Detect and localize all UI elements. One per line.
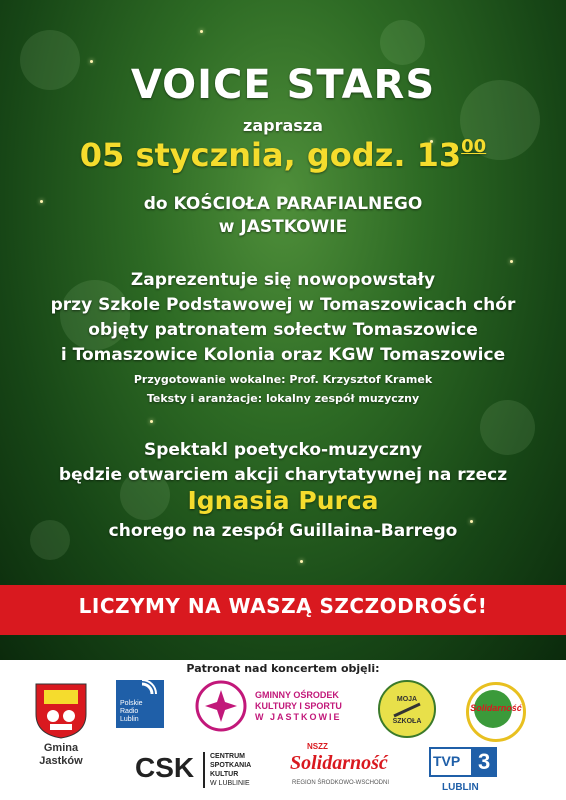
csk-divider xyxy=(203,752,205,788)
tvp-text: TVP xyxy=(433,753,461,769)
gok-line-1: GMINNY OŚRODEK xyxy=(255,690,339,700)
sparkle xyxy=(200,30,203,33)
event-line: chorego na zespół Guillaina-Barrego xyxy=(108,521,458,541)
event-line: będzie otwarciem akcji charytatywnej na rzecz xyxy=(58,465,508,485)
csk-line-2: SPOTKANIA xyxy=(210,762,252,769)
szkola-bottom-text: SZKOŁA xyxy=(392,718,422,725)
radio-lublin-logo xyxy=(116,680,164,728)
csk-line-1: CENTRUM xyxy=(210,753,245,760)
venue-line-1: do KOŚCIOŁA PARAFIALNEGO xyxy=(143,194,423,214)
event-date xyxy=(0,136,566,174)
description-line: i Tomaszowice Kolonia oraz KGW Tomaszowice xyxy=(60,345,506,365)
moja-szkola-logo xyxy=(378,680,436,738)
csk-line-4: W LUBLINIE xyxy=(210,780,250,787)
description-line: objęty patronatem sołectw Tomaszowice xyxy=(88,320,478,340)
date-main: 05 stycznia, godz. 13 xyxy=(79,136,462,174)
solidarnosc-logo-text: Solidarność xyxy=(290,752,388,774)
solidarnosc-badge-logo xyxy=(466,682,526,742)
description-line: przy Szkole Podstawowej w Tomaszowicach chór xyxy=(50,295,516,315)
pencil-icon xyxy=(380,700,434,720)
region-text: REGION ŚRODKOWO-WSCHODNI xyxy=(292,780,389,786)
sparkle xyxy=(300,560,303,563)
tvp-logo-box xyxy=(429,747,473,777)
csk-line-3: KULTUR xyxy=(210,771,239,778)
gmina-label: Gmina Jastków xyxy=(39,742,83,767)
badge-solidarnosc-text: Solidarność xyxy=(470,703,522,713)
radio-waves-icon xyxy=(116,680,164,702)
sparkle xyxy=(150,420,153,423)
bokeh-circle xyxy=(380,20,425,65)
sparkle xyxy=(510,260,513,263)
credit-line: Przygotowanie wokalne: Prof. Krzysztof Kramek xyxy=(133,373,433,386)
gok-emblem-icon xyxy=(195,680,247,732)
gmina-crest-logo xyxy=(34,682,88,744)
gok-line-3: W JASTKOWIE xyxy=(255,712,342,722)
description-line: Zaprezentuje się nowopowstały xyxy=(130,270,436,290)
patronage-label: Patronat nad koncertem objęli: xyxy=(186,662,380,675)
nszz-text: NSZZ xyxy=(307,742,328,751)
tvp-number-box xyxy=(473,747,497,777)
radio-line-3: Lublin xyxy=(120,716,139,723)
invite-text: zaprasza xyxy=(243,116,323,135)
radio-line-2: Radio xyxy=(120,708,139,715)
tvp-city: LUBLIN xyxy=(442,782,479,793)
gok-line-2: KULTURY I SPORTU xyxy=(255,701,342,711)
gok-logo xyxy=(195,680,247,736)
credit-line: Teksty i aranżacje: lokalny zespół muzyczny xyxy=(146,392,420,405)
crest-icon xyxy=(34,682,88,740)
radio-line-1: Polskie xyxy=(120,700,143,707)
date-minutes: 00 xyxy=(461,136,487,157)
beneficiary-name: Ignasia Purca xyxy=(187,486,379,515)
venue-line-2: w JASTKOWIE xyxy=(218,217,348,237)
appeal-banner-text: LICZYMY NA WASZĄ SZCZODROŚĆ! xyxy=(78,594,488,618)
csk-logo-text: CSK xyxy=(135,752,195,783)
event-title: VOICE STARS xyxy=(130,62,436,108)
event-line: Spektakl poetycko-muzyczny xyxy=(143,440,423,460)
szkola-top-text: MOJA xyxy=(396,696,418,703)
tvp-number: 3 xyxy=(478,749,491,774)
